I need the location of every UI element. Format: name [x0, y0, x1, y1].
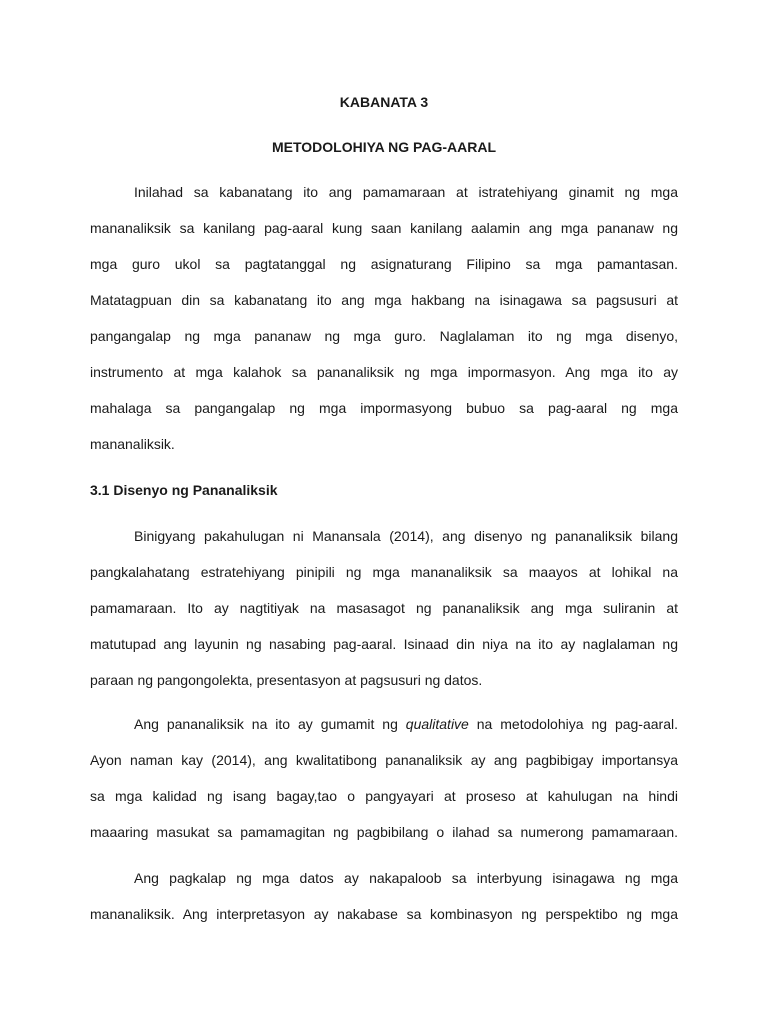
text-span: na metodolohiya ng pag-aaral.	[468, 716, 678, 732]
paragraph-line: maaaring masukat sa pamamagitan ng pagbibilang o ilahad sa numerong pamamaraan.	[90, 824, 678, 840]
paragraph-line: matutupad ang layunin ng nasabing pag-aaral. Isinaad din niya na ito ay naglalaman ng	[90, 636, 678, 652]
paragraph-line: instrumento at mga kalahok sa pananaliksik ng mga impormasyon. Ang mga ito ay	[90, 364, 678, 380]
paragraph-line	[134, 715, 678, 733]
paragraph-line: pamamaraan. Ito ay nagtitiyak na masasagot ng pananaliksik ang mga suliranin at	[90, 600, 678, 616]
paragraph-line: sa mga kalidad ng isang bagay,tao o pangyayari at proseso at kahulugan na hindi	[90, 788, 678, 804]
paragraph-line: pangangalap ng mga pananaw ng mga guro. Naglalaman ito ng mga disenyo,	[90, 328, 678, 344]
paragraph-line: Binigyang pakahulugan ni Manansala (2014), ang disenyo ng pananaliksik bilang	[134, 528, 678, 544]
italic-term: qualitative	[405, 716, 469, 732]
text-span: Ang pananaliksik na ito ay gumamit ng	[134, 716, 406, 732]
paragraph-line: Matatagpuan din sa kabanatang ito ang mga hakbang na isinagawa sa pagsusuri at	[90, 292, 678, 308]
paragraph-line: mananaliksik.	[90, 436, 175, 452]
chapter-label: KABANATA 3	[339, 94, 429, 110]
paragraph-line: mananaliksik. Ang interpretasyon ay nakabase sa kombinasyon ng perspektibo ng mga	[90, 906, 678, 922]
paragraph-line: mga guro ukol sa pagtatanggal ng asignaturang Filipino sa mga pamantasan.	[90, 256, 678, 272]
paragraph-line: pangkalahatang estratehiyang pinipili ng mga mananaliksik sa maayos at lohikal na	[90, 564, 678, 580]
paragraph-line: paraan ng pangongolekta, presentasyon at pagsusuri ng datos.	[90, 672, 483, 688]
paragraph-line: Ang pagkalap ng mga datos ay nakapaloob sa interbyung isinagawa ng mga	[134, 870, 678, 886]
paragraph-line: mananaliksik sa kanilang pag-aaral kung saan kanilang aalamin ang mga pananaw ng	[90, 220, 678, 236]
paragraph-line: mahalaga sa pangangalap ng mga impormasyong bubuo sa pag-aaral ng mga	[90, 400, 678, 416]
section-heading: 3.1 Disenyo ng Pananaliksik	[90, 482, 278, 498]
paragraph-line: Inilahad sa kabanatang ito ang pamamaraan at istratehiyang ginamit ng mga	[134, 184, 678, 200]
paragraph-line: Ayon naman kay (2014), ang kwalitatibong pananaliksik ay ang pagbibigay importansya	[90, 752, 678, 768]
chapter-title: METODOLOHIYA NG PAG-AARAL	[271, 139, 496, 155]
